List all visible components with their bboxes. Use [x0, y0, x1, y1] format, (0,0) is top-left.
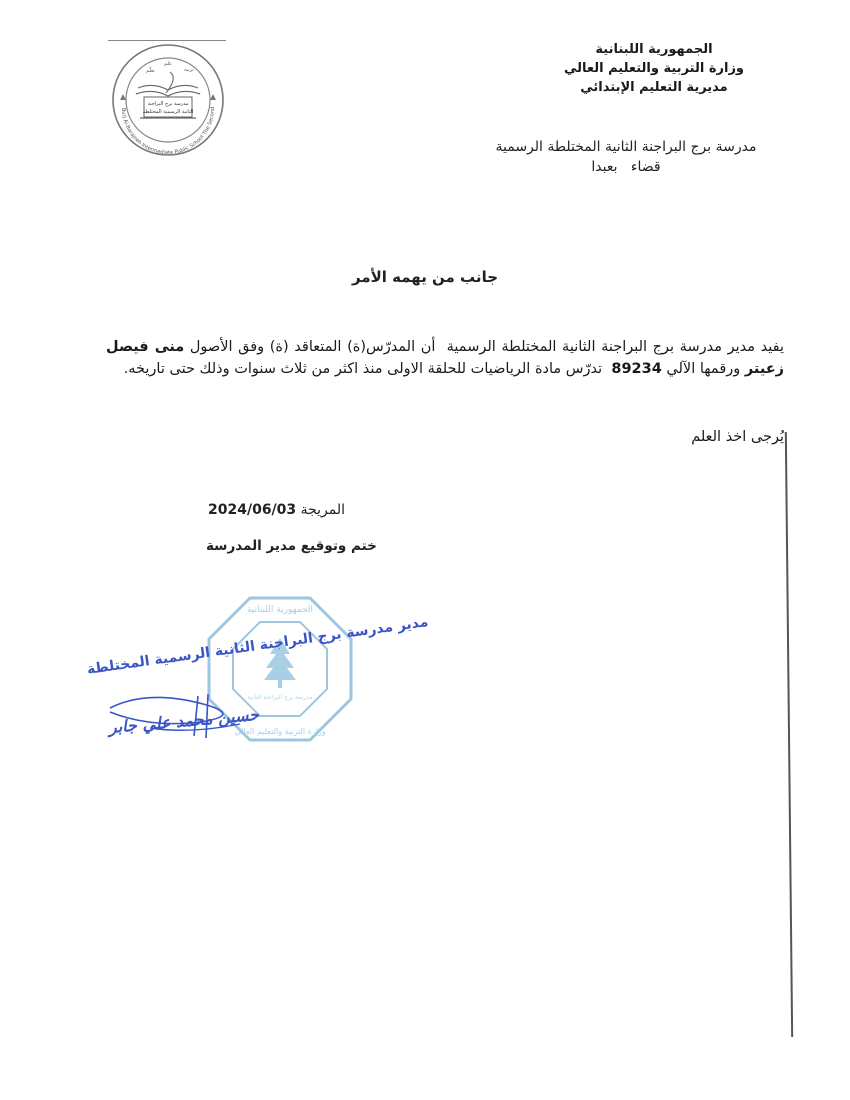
margin-line: [785, 432, 793, 1037]
school-name: مدرسة برج البراجنة الثانية المختلطة الرسمية: [495, 139, 757, 155]
place-name: المريجة: [300, 502, 346, 518]
body-part-3: تدرّس مادة الرياضيات للحلقة الاولى منذ اكثر من ثلاث سنوات وذلك حتى تاريخه.: [123, 361, 612, 377]
school-info: [466, 137, 786, 177]
document-title: جانب من يهمه الأمر: [351, 268, 499, 286]
logo-book-line-1: مدرسة برج البراجنة: [147, 101, 189, 107]
school-logo: [108, 38, 228, 158]
book-arc-mid: [136, 91, 200, 96]
stamp-text-inner: مدرسة برج البراجنة الثانية: [247, 694, 313, 701]
director-title-stamp: مدير مدرسة برج البراجنة الثانية الرسمية المختلطة: [86, 614, 430, 678]
logo-word-3: تربية: [184, 67, 194, 73]
logo-book-line-2: الثانية الرسمية المختلطة: [142, 109, 194, 115]
body-part-1: يفيد مدير مدرسة برج البراجنة الثانية المختلطة الرسمية أن المدرّس(ة) المتعاقد (ة) وفق الأصول: [184, 339, 784, 355]
closing-line: يُرجى اخذ العلم: [691, 429, 784, 445]
stamp-text-bottom: وزارة التربية والتعليم العالي: [234, 727, 326, 736]
header-republic: الجمهورية اللبنانية: [595, 42, 713, 57]
date-line: [208, 502, 345, 518]
certificate-body: [106, 336, 784, 380]
director-name-stamp: حسين محمد علي جابر: [108, 704, 260, 737]
header-ministry: وزارة التربية والتعليم العالي: [563, 61, 745, 76]
document-date: 2024/06/03: [208, 502, 297, 518]
stamp-text-top: الجمهورية اللبنانية: [246, 605, 314, 615]
logo-word-2: علم: [164, 61, 172, 67]
signature-caption: ختم وتوقيع مدير المدرسة: [206, 538, 377, 554]
school-district: قضاء بعبدا: [591, 159, 661, 175]
logo-word-1: تعلّم: [146, 68, 155, 74]
cedar-icon-left: [120, 94, 126, 100]
logo-ring-text: Burj Al-Barajneh Intermediate Public School The Second: [119, 106, 217, 157]
book-arc-top: [138, 85, 198, 90]
director-stamp: [78, 614, 430, 750]
employee-number: 89234: [611, 361, 662, 377]
header-directorate: مديرية التعليم الإبتدائي: [580, 80, 728, 95]
body-part-2: ورقمها الآلي: [661, 361, 745, 377]
government-header: [524, 40, 784, 97]
cedar-icon-right: [210, 94, 216, 100]
teacher-name: منى فيصل زعيتر: [106, 339, 784, 377]
